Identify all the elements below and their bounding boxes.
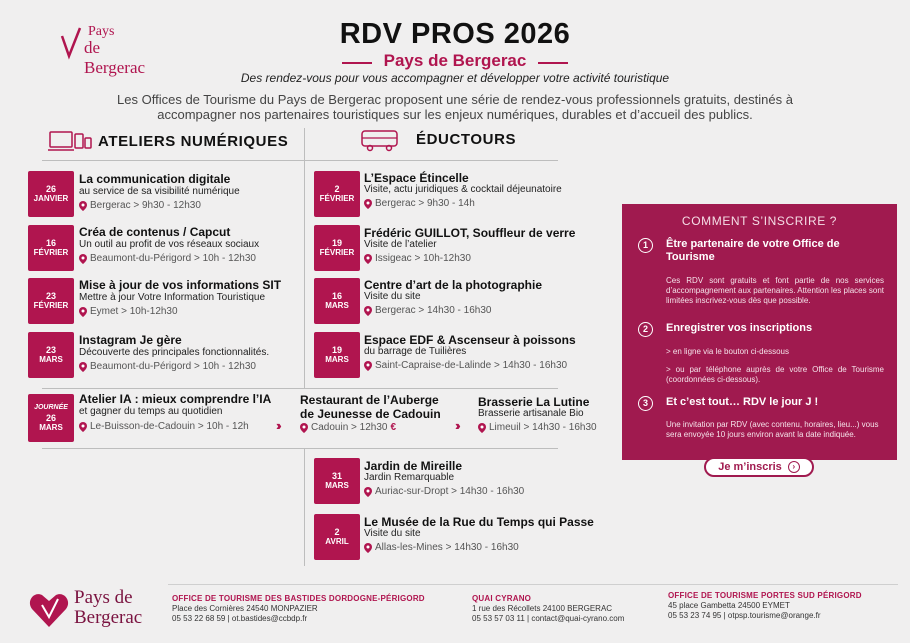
event-title: Créa de contenus / Capcut (79, 225, 231, 239)
location-pin-icon (79, 362, 87, 372)
step-number: 1 (638, 238, 653, 253)
event-title: L’Espace Étincelle (364, 171, 469, 185)
event-title: Le Musée de la Rue du Temps qui Passe (364, 515, 594, 529)
bus-icon (360, 128, 400, 152)
event-title: Instagram Je gère (79, 333, 182, 347)
event-subtitle: Visite du site (364, 528, 421, 539)
divider-journee-top (42, 388, 558, 389)
date-badge: 23 MARS (28, 332, 74, 378)
step-text: > ou par téléphone auprès de votre Office de Tourisme (coordonnées ci-dessous). (666, 365, 884, 384)
date-badge: 19 MARS (314, 332, 360, 378)
logo-text-pays: Pays (88, 24, 115, 39)
office-2-address: 1 rue des Récollets 24100 BERGERAC (472, 604, 613, 613)
date-badge: 23 FÉVRIER (28, 278, 74, 324)
date-badge: 16 FÉVRIER (28, 225, 74, 271)
date-badge-journee: JOURNÉE 26 MARS (28, 394, 74, 442)
step-text: Une invitation par RDV (avec contenu, horaires, lieu...) vous sera envoyée 10 jours environ avant la date indiquée. (666, 420, 879, 439)
event-location: Saint-Capraise-de-Lalinde > 14h30 - 16h30 (364, 360, 567, 371)
eductours-heading: ÉDUCTOURS (416, 131, 517, 148)
location-pin-icon (478, 423, 486, 433)
event-subtitle: Brasserie artisanale Bio (478, 408, 584, 419)
register-button-label: Je m’inscris (718, 461, 782, 473)
event-subtitle: du barrage de Tuilières (364, 346, 467, 357)
step-text: > en ligne via le bouton ci-dessous (666, 347, 789, 356)
euro-icon: € (390, 422, 397, 433)
subtitle-rule-right (538, 62, 568, 64)
footer-logo-pays: Pays de (74, 587, 133, 608)
ateliers-heading: ATELIERS NUMÉRIQUES (98, 133, 289, 150)
double-chevron-icon: ›› (276, 418, 279, 433)
divider-top (42, 160, 558, 161)
event-title: Atelier IA : mieux comprendre l’IA (79, 392, 272, 406)
devices-icon (48, 130, 92, 152)
column-divider (304, 128, 305, 388)
page-title: RDV PROS 2026 (339, 18, 571, 50)
step-title: Enregistrer vos inscriptions (666, 322, 813, 334)
register-button[interactable] (704, 457, 814, 477)
step-number: 3 (638, 396, 653, 411)
event-title-line1: Restaurant de l’Auberge (300, 393, 439, 407)
event-location: Le-Buisson-de-Cadouin > 10h - 12h (79, 421, 249, 432)
event-location: Cadouin > 12h30 € (300, 422, 396, 433)
date-badge: 2 FÉVRIER (314, 171, 360, 217)
office-3-name: OFFICE DE TOURISME PORTES SUD PÉRIGORD (668, 591, 862, 600)
event-title: Espace EDF & Ascenseur à poissons (364, 333, 576, 347)
event-location: Beaumont-du-Périgord > 10h - 12h30 (79, 361, 256, 372)
event-location: Beaumont-du-Périgord > 10h - 12h30 (79, 253, 256, 264)
location-pin-icon (364, 543, 372, 553)
inscription-heading: COMMENT S’INSCRIRE ? (681, 214, 838, 228)
inscription-panel (622, 204, 897, 460)
event-location: Issigeac > 10h-12h30 (364, 253, 471, 264)
office-2-name: QUAI CYRANO (472, 594, 532, 603)
arrow-right-icon: › (788, 461, 800, 473)
event-subtitle: Mettre à jour Votre Information Touristique (79, 292, 266, 303)
event-title: La communication digitale (79, 172, 231, 186)
event-subtitle: Jardin Remarquable (364, 472, 455, 483)
footer-logo-bergerac: Bergerac (74, 607, 143, 628)
intro-paragraph: Les Offices de Tourisme du Pays de Bergerac proposent une série de rendez-vous professionnels gratuits, destinés à accompagner nos partenaires touristiques sur les enjeux numériques, durables et d’accueil des publics. (117, 92, 793, 122)
location-pin-icon (79, 254, 87, 264)
footer-logo (28, 585, 168, 635)
location-pin-icon (364, 199, 372, 209)
event-subtitle: Visite, actu juridiques & cocktail déjeunatoire (364, 184, 562, 195)
step-title: Être partenaire de votre Office de Tourisme (666, 238, 840, 263)
location-pin-icon (79, 201, 87, 211)
office-1-name: OFFICE DE TOURISME DES BASTIDES DORDOGNE-PÉRIGORD (172, 594, 425, 603)
step-number: 2 (638, 322, 653, 337)
logo-heart-icon (28, 587, 70, 631)
event-subtitle: Visite de l’atelier (364, 239, 437, 250)
location-pin-icon (79, 307, 87, 317)
office-1-address: Place des Cornières 24540 MONPAZIER (172, 604, 318, 613)
date-badge: 26 JANVIER (28, 171, 74, 217)
location-pin-icon (364, 487, 372, 497)
page-subtitle: Pays de Bergerac (383, 51, 527, 70)
location-pin-icon (300, 423, 308, 433)
office-3-contact[interactable]: 05 53 23 74 95 | otpsp.tourisme@orange.fr (668, 611, 821, 620)
event-title-line2: de Jeunesse de Cadouin (300, 407, 441, 421)
office-2-contact[interactable]: 05 53 57 03 11 | contact@quai-cyrano.com (472, 614, 625, 623)
date-badge: 16 MARS (314, 278, 360, 324)
office-1-contact[interactable]: 05 53 22 68 59 | ot.bastides@ccbdp.fr (172, 614, 308, 623)
date-badge: 19 FÉVRIER (314, 225, 360, 271)
event-location: Bergerac > 14h30 - 16h30 (364, 305, 491, 316)
event-title: Centre d’art de la photographie (364, 278, 543, 292)
event-location: Auriac-sur-Dropt > 14h30 - 16h30 (364, 486, 524, 497)
event-title: Mise à jour de vos informations SIT (79, 278, 282, 292)
event-subtitle: Visite du site (364, 291, 421, 302)
event-location: Bergerac > 9h30 - 14h (364, 198, 475, 209)
step-text: Ces RDV sont gratuits et font partie de nos services d’accompagnement aux partenaires. Attention les places sont limitées inscrivez-vous dès que possible. (666, 276, 884, 305)
step-title: Et c’est tout… RDV le jour J ! (666, 396, 819, 408)
double-chevron-icon: ›› (455, 418, 458, 433)
event-title: Jardin de Mireille (364, 459, 463, 473)
event-location: Bergerac > 9h30 - 12h30 (79, 200, 201, 211)
event-subtitle: et gagner du temps au quotidien (79, 406, 223, 417)
divider-journee-bottom (42, 448, 558, 449)
location-pin-icon (364, 361, 372, 371)
event-title: Frédéric GUILLOT, Souffleur de verre (364, 226, 576, 240)
location-pin-icon (79, 422, 87, 432)
event-subtitle: Un outil au profit de vos réseaux sociaux (79, 239, 260, 250)
logo-text-bergerac: de Bergerac (84, 38, 146, 77)
event-subtitle: Découverte des principales fonctionnalités. (79, 347, 270, 358)
office-3-address: 45 place Gambetta 24500 EYMET (668, 601, 790, 610)
location-pin-icon (364, 254, 372, 264)
tagline: Des rendez-vous pour vous accompagner et développer votre activité touristique (240, 71, 670, 85)
column-divider-lower (304, 448, 305, 566)
event-location: Limeuil > 14h30 - 16h30 (478, 422, 597, 433)
date-badge: 31 MARS (314, 458, 360, 504)
date-badge: 2 AVRIL (314, 514, 360, 560)
event-location: Eymet > 10h-12h30 (79, 306, 178, 317)
event-subtitle: au service de sa visibilité numérique (79, 186, 240, 197)
footer-divider (168, 584, 898, 585)
event-title: Brasserie La Lutine (478, 395, 590, 409)
event-location: Allas-les-Mines > 14h30 - 16h30 (364, 542, 519, 553)
location-pin-icon (364, 306, 372, 316)
